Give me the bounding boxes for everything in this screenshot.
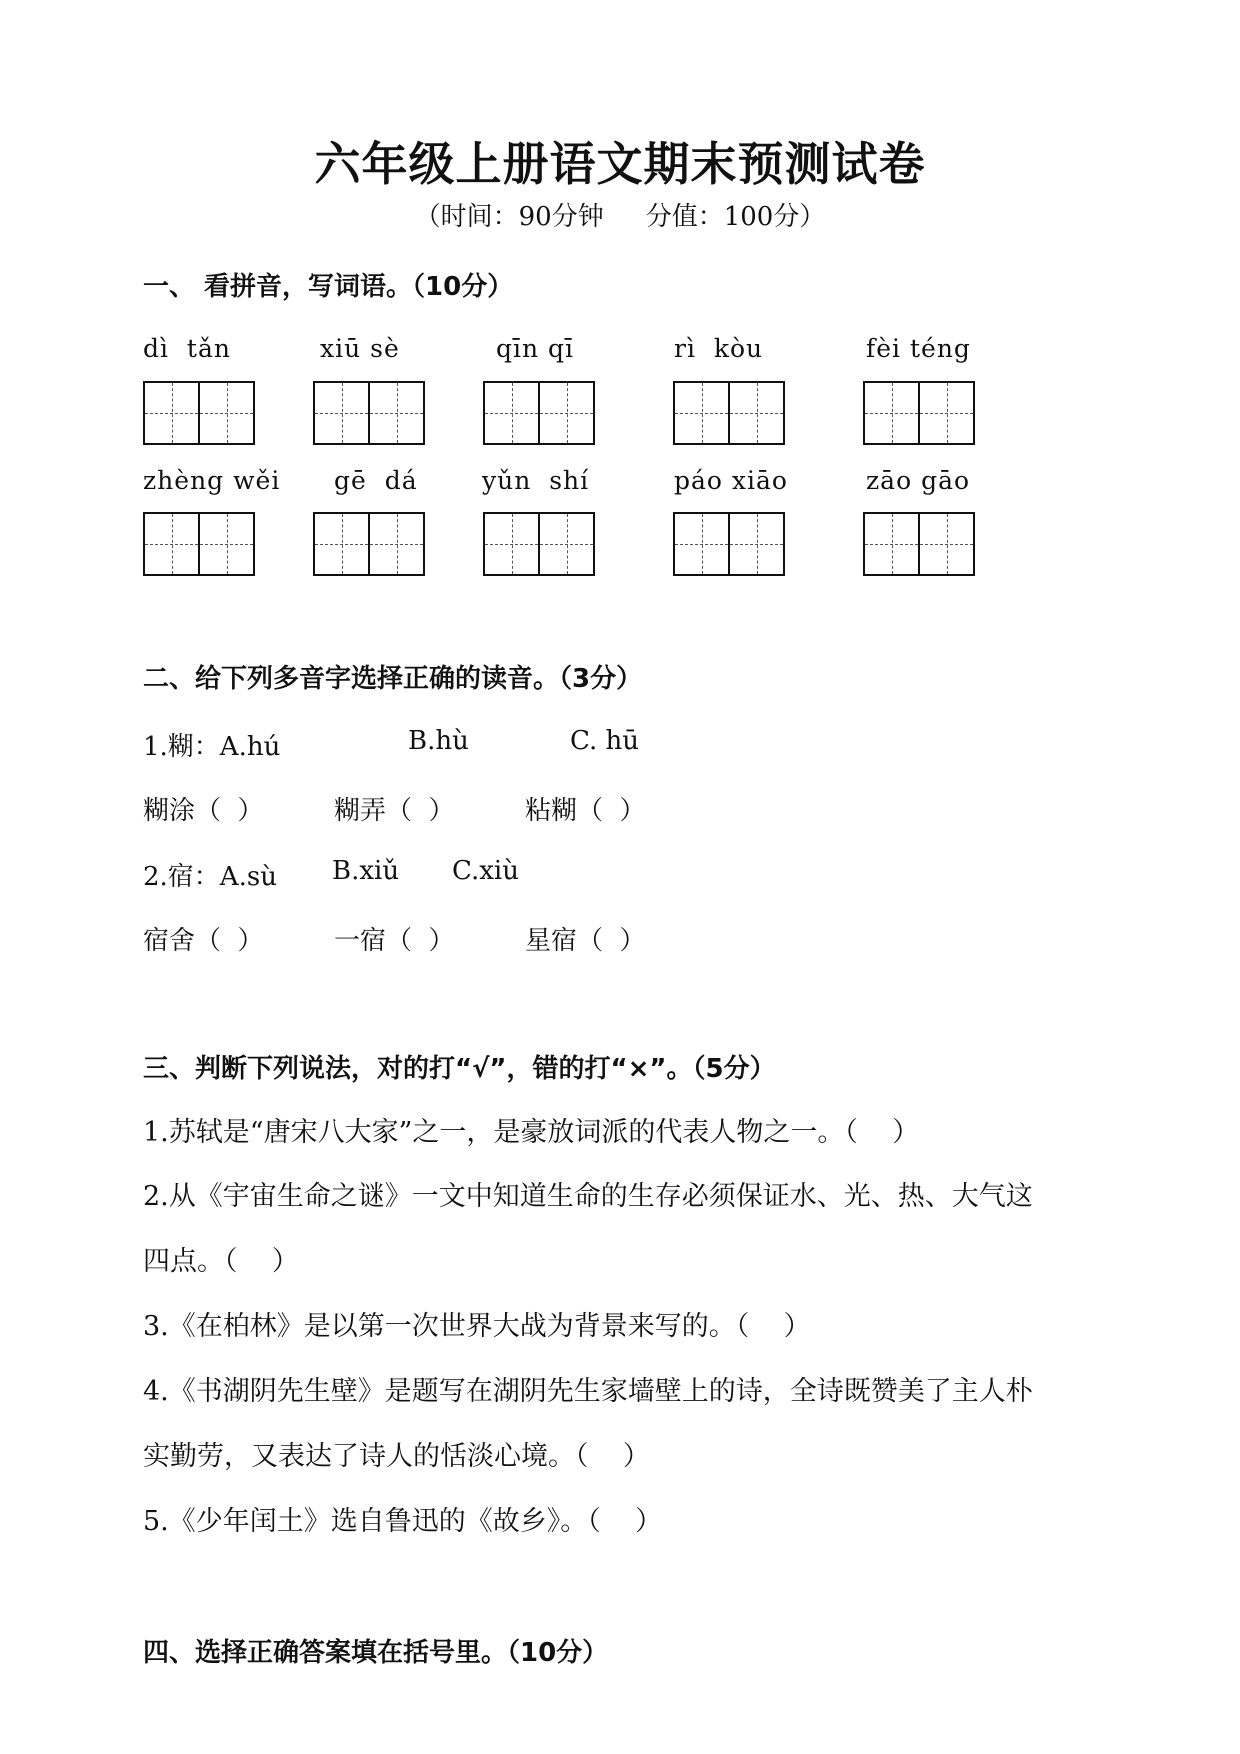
statement-line: 3.《在柏林》是以第一次世界大战为背景来写的。（ ）: [143, 1311, 811, 1342]
q1-word: 粘糊（ ）: [525, 796, 646, 826]
pinyin-label: xiū sè: [320, 334, 400, 363]
q2-option-b: B.xiǔ: [332, 856, 400, 886]
tianzige-box[interactable]: [313, 512, 425, 576]
section1-heading: 一、 看拼音，写词语。（10分）: [143, 272, 514, 302]
q2-option-c: C.xiù: [452, 856, 519, 886]
pinyin-label: dì tǎn: [143, 334, 231, 363]
pinyin-label: zāo gāo: [866, 466, 971, 495]
tianzige-box[interactable]: [673, 512, 785, 576]
statement-line: 5.《少年闰土》选自鲁迅的《故乡》。（ ）: [143, 1506, 663, 1537]
statement-line: 1.苏轼是“唐宋八大家”之一，是豪放词派的代表人物之一。（ ）: [143, 1117, 920, 1148]
tianzige-box[interactable]: [483, 512, 595, 576]
q1-option-c: C. hū: [570, 726, 639, 756]
q2-stem: 2.宿：A.sù: [143, 862, 277, 892]
q1-word: 糊涂（ ）: [143, 796, 264, 826]
pinyin-label: qīn qī: [496, 334, 575, 363]
q1-word: 糊弄（ ）: [334, 796, 455, 826]
statement-line: 2.从《宇宙生命之谜》一文中知道生命的生存必须保证水、光、热、大气这: [143, 1181, 1033, 1212]
statement-line: 4.《书湖阴先生壁》是题写在湖阴先生家墙壁上的诗，全诗既赞美了主人朴: [143, 1376, 1033, 1407]
tianzige-box[interactable]: [673, 381, 785, 445]
pinyin-label: páo xiāo: [674, 466, 788, 495]
pinyin-label: gē dá: [334, 466, 418, 495]
tianzige-box[interactable]: [483, 381, 595, 445]
q2-word: 一宿（ ）: [334, 926, 455, 956]
statement-line: 实勤劳，又表达了诗人的恬淡心境。（ ）: [143, 1441, 650, 1472]
exam-info: [0, 196, 1240, 233]
statement-line: 四点。（ ）: [143, 1246, 299, 1277]
score-info: 分值：100分）: [645, 202, 826, 232]
page-title: 六年级上册语文期末预测试卷: [314, 137, 926, 191]
tianzige-box[interactable]: [313, 381, 425, 445]
section4-heading: 四、选择正确答案填在括号里。（10分）: [143, 1638, 609, 1668]
tianzige-box[interactable]: [863, 512, 975, 576]
tianzige-box[interactable]: [143, 381, 255, 445]
pinyin-label: rì kòu: [674, 334, 764, 363]
q1-stem: 1.糊：A.hú: [143, 732, 281, 762]
pinyin-label: yǔn shí: [482, 466, 590, 495]
tianzige-box[interactable]: [143, 512, 255, 576]
pinyin-label: fèi téng: [866, 334, 971, 363]
tianzige-box[interactable]: [863, 381, 975, 445]
q1-option-b: B.hù: [408, 726, 469, 756]
time-info: （时间：90分钟: [414, 202, 604, 232]
q2-word: 星宿（ ）: [525, 926, 646, 956]
pinyin-label: zhèng wěi: [143, 466, 281, 495]
section2-heading: 二、给下列多音字选择正确的读音。（3分）: [143, 664, 643, 694]
section3-heading: 三、判断下列说法，对的打“√”，错的打“×”。（5分）: [143, 1054, 776, 1084]
q2-word: 宿舍（ ）: [143, 926, 264, 956]
